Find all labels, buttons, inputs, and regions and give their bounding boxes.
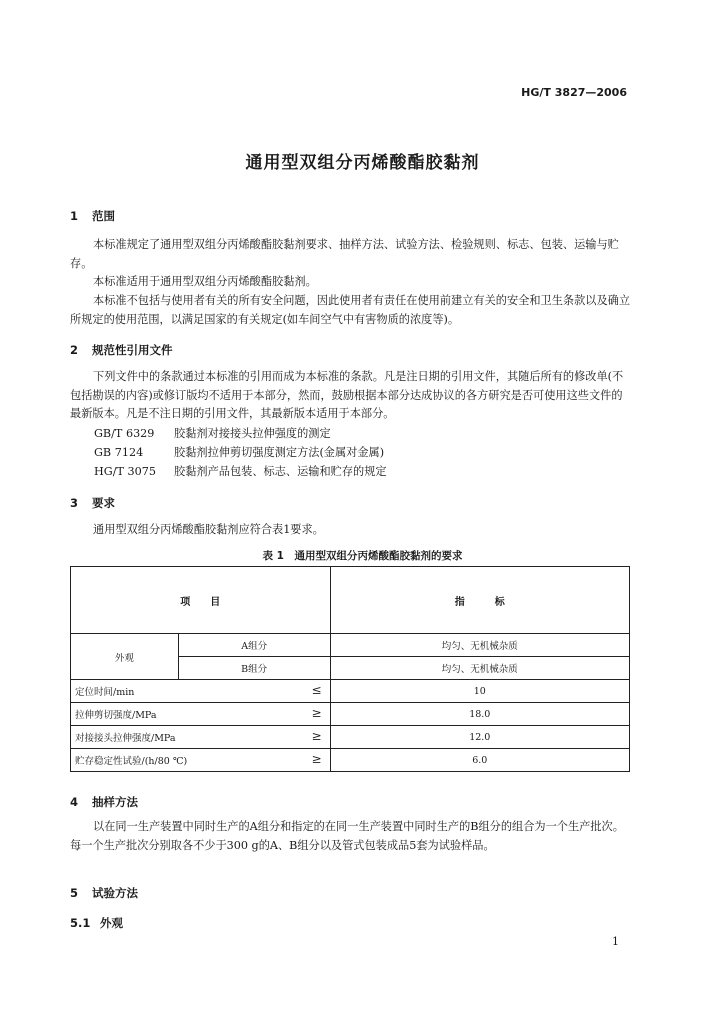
section-number: 1	[70, 209, 79, 223]
section-1-para-1: 本标准规定了通用型双组分丙烯酸酯胶黏剂要求、抽样方法、试验方法、检验规则、标志、包装、运输与贮存。	[70, 238, 619, 270]
component-label: B组分	[178, 657, 330, 680]
table-row	[71, 680, 630, 703]
reference-title: 胶黏剂产品包装、标志、运输和贮存的规定	[174, 465, 387, 478]
section-2-heading	[70, 342, 173, 358]
component-value: 均匀、无机械杂质	[330, 634, 629, 657]
page-number: 1	[612, 935, 619, 948]
document-title: 通用型双组分丙烯酸酯胶黏剂	[245, 153, 480, 173]
section-title: 外观	[100, 916, 123, 930]
section-number: 3	[70, 496, 79, 510]
header-index: 指 标	[330, 567, 629, 634]
table-row	[71, 749, 630, 772]
component-value: 均匀、无机械杂质	[330, 657, 629, 680]
section-number: 5	[70, 886, 79, 900]
property-value: 10	[330, 680, 629, 703]
standard-code: HG/T 3827—2006	[521, 86, 627, 99]
property-name-text: 定位时间/min	[75, 687, 135, 698]
table-row	[71, 634, 630, 657]
section-number: 4	[70, 795, 79, 809]
reference-item	[94, 444, 384, 463]
table-header-row	[71, 567, 630, 634]
section-2-para-1: 下列文件中的条款通过本标准的引用而成为本标准的条款。凡是注日期的引用文件，其随后所有的修改单(不包括勘误的内容)或修订版均不适用于本部分，然而，鼓励根据本部分达成协议的各方研究是否可使用这些文件的最新版本。凡是不注日期的引用文件，其最新版本适用于本部分。	[70, 370, 624, 420]
section-number: 5.1	[70, 916, 91, 930]
section-title: 要求	[92, 496, 115, 510]
property-name-text: 对接接头拉伸强度/MPa	[75, 733, 176, 744]
reference-code: GB/T 6329	[94, 427, 155, 440]
property-name-text: 拉伸剪切强度/MPa	[75, 710, 157, 721]
reference-title: 胶黏剂拉伸剪切强度测定方法(金属对金属)	[174, 446, 385, 459]
section-number: 2	[70, 343, 79, 357]
section-title: 抽样方法	[92, 795, 138, 809]
property-value: 6.0	[330, 749, 629, 772]
comparison-symbol: ≥	[311, 729, 322, 743]
property-value: 12.0	[330, 726, 629, 749]
reference-title: 胶黏剂对接接头拉伸强度的测定	[174, 427, 331, 440]
property-name-text: 贮存稳定性试验/(h/80 ℃)	[75, 756, 188, 767]
section-4-heading	[70, 794, 138, 810]
header-item: 项 目	[71, 567, 331, 634]
section-title: 试验方法	[92, 886, 138, 900]
property-name	[71, 703, 331, 726]
section-3-para-1: 通用型双组分丙烯酸酯胶黏剂应符合表1要求。	[93, 523, 324, 536]
reference-code: HG/T 3075	[94, 465, 156, 478]
section-4-para-1: 以在同一生产装置中同时生产的A组分和指定的在同一生产装置中同时生产的B组分的组合为一个生产批次。每一个生产批次分别取各不少于300 g的A、B组分以及管式包装成品5套为试验样品。	[70, 820, 624, 852]
comparison-symbol: ≥	[311, 752, 322, 766]
table-row	[71, 726, 630, 749]
section-1-heading	[70, 208, 115, 224]
section-title: 范围	[92, 209, 115, 223]
requirements-table	[70, 566, 630, 772]
section-5-heading	[70, 885, 138, 901]
property-name	[71, 680, 331, 703]
comparison-symbol: ≤	[311, 683, 322, 697]
reference-item	[94, 425, 331, 444]
property-value: 18.0	[330, 703, 629, 726]
section-5-1-heading	[70, 915, 123, 931]
component-label: A组分	[178, 634, 330, 657]
table-caption: 表 1 通用型双组分丙烯酸酯胶黏剂的要求	[262, 550, 463, 562]
comparison-symbol: ≥	[311, 706, 322, 720]
section-3-heading	[70, 495, 115, 511]
property-name	[71, 749, 331, 772]
appearance-label: 外观	[71, 634, 179, 680]
property-name	[71, 726, 331, 749]
reference-code: GB 7124	[94, 446, 144, 459]
table-row	[71, 703, 630, 726]
section-1-para-2: 本标准适用于通用型双组分丙烯酸酯胶黏剂。	[93, 275, 317, 288]
section-title: 规范性引用文件	[92, 343, 173, 357]
section-1-para-3: 本标准不包括与使用者有关的所有安全问题，因此使用者有责任在使用前建立有关的安全和卫生条款以及确立所规定的使用范围，以满足国家的有关规定(如车间空气中有害物质的浓度等)。	[70, 294, 631, 326]
reference-item	[94, 463, 387, 482]
